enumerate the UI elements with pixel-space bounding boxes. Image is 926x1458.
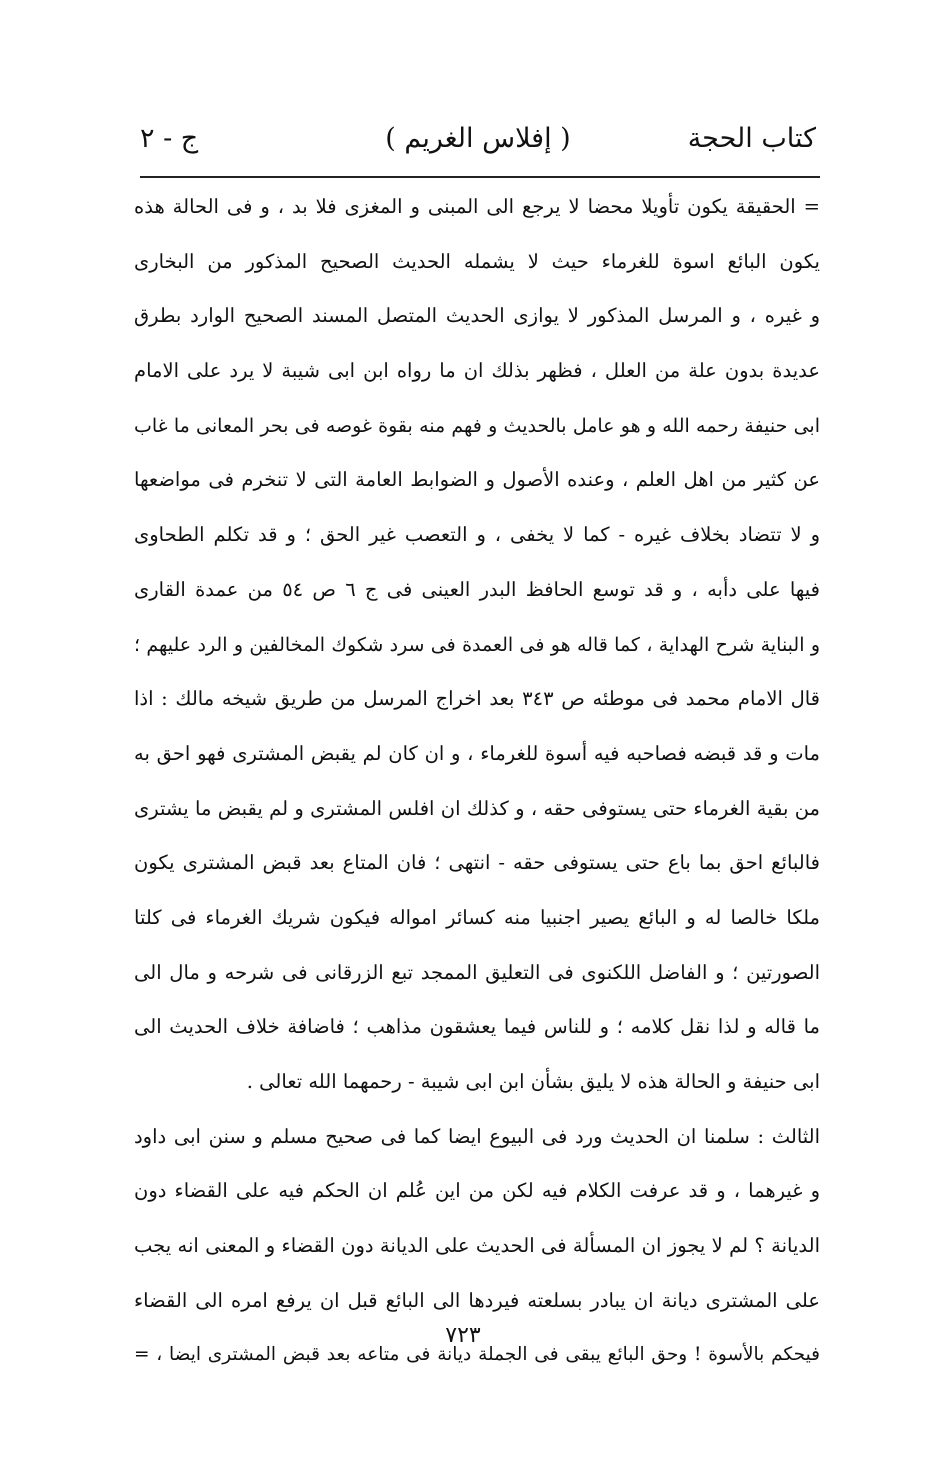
text-line: يكون البائع اسوة للغرماء حيث لا يشمله الحديث الصحيح المذكور من البخارى (134, 249, 820, 273)
text-line: ملكا خالصا له و البائع يصير اجنبيا منه كسائر امواله فيكون شريك الغرماء فى كلتا (134, 905, 820, 929)
text-line: الثالث : سلمنا ان الحديث ورد فى البيوع ايضا كما فى صحيح مسلم و سنن ابى داود (134, 1124, 820, 1148)
text-line: و لا تتضاد بخلاف غيره - كما لا يخفى ، و التعصب غير الحق ؛ و قد تكلم الطحاوى (134, 523, 820, 547)
text-line: عن كثير من اهل العلم ، وعنده الأصول و الضوابط العامة التى لا تنخرم فى مواضعها (134, 468, 820, 492)
text-line: ابى حنيفة رحمه الله و هو عامل بالحديث و فهم منه بقوة غوصه فى بحر المعانى ما غاب (134, 414, 820, 437)
text-line: فيحكم بالأسوة ! وحق البائع يبقى فى الجملة ديانة فى متاعه بعد قبض المشترى ايضا ، = (134, 1344, 820, 1366)
text-line: و غيره ، و المرسل المذكور لا يوازى الحديث المتصل المسند الصحيح الوارد بطرق (134, 304, 820, 328)
text-line: = الحقيقة يكون تأويلا محضا لا يرجع الى المبنى و المغزى فلا بد ، و فى الحالة هذه (134, 195, 820, 218)
text-line: على المشترى ديانة ان يبادر بسلعته فيردها الى البائع قبل ان يرفع امره الى القضاء (134, 1288, 820, 1312)
text-line: الصورتين ؛ و الفاضل اللكنوى فى التعليق الممجد تبع الزرقانى فى شرحه و مال الى (134, 960, 820, 984)
running-header (140, 112, 816, 166)
chapter-title: ( إفلاس الغريم ) (385, 123, 571, 154)
header-divider (140, 176, 820, 178)
text-line: عديدة بدون علة من العلل ، فظهر بذلك ان ما رواه ابن ابى شيبة لا يرد على الامام (134, 359, 820, 383)
text-line: الديانة ؟ لم لا يجوز ان المسألة فى الحديث على الديانة دون القضاء و المعنى انه يجب (134, 1234, 820, 1258)
page-number: ٧٢٣ (445, 1323, 481, 1348)
text-line: ابى حنيفة و الحالة هذه لا يليق بشأن ابن ابى شيبة - رحمهما الله تعالى . (246, 1070, 820, 1093)
text-line: و البناية شرح الهداية ، كما قاله هو فى العمدة فى سرد شكوك المخالفين و الرد عليهم ؛ (134, 633, 820, 656)
text-line: و غيرهما ، و قد عرفت الكلام فيه لكن من اين عُلم ان الحكم فيه على القضاء دون (134, 1179, 820, 1203)
text-line: فالبائع احق بما باع حتى يستوفى حقه - انتهى ؛ فان المتاع بعد قبض المشترى يكون (134, 851, 820, 875)
volume-number: ج - ٢ (140, 123, 199, 154)
text-line: مات و قد قبضه فصاحبه فيه أسوة للغرماء ، و ان كان لم يقبض المشترى فهو احق به (134, 741, 820, 765)
text-line: فيها على دأبه ، و قد توسع الحافظ البدر العينى فى ج ٦ ص ٥٤ من عمدة القارى (134, 577, 820, 601)
text-line: قال الامام محمد فى موطئه ص ٣٤٣ بعد اخراج المرسل من طريق شيخه مالك : اذا (134, 687, 820, 711)
text-line: ما قاله و لذا نقل كلامه ؛ و للناس فيما يعشقون مذاهب ؛ فاضافة خلاف الحديث الى (134, 1015, 820, 1039)
book-title: كتاب الحجة (687, 123, 816, 154)
text-line: من بقية الغرماء حتى يستوفى حقه ، و كذلك ان افلس المشترى و لم يقبض ما يشترى (134, 796, 820, 820)
body-text (134, 180, 820, 1383)
